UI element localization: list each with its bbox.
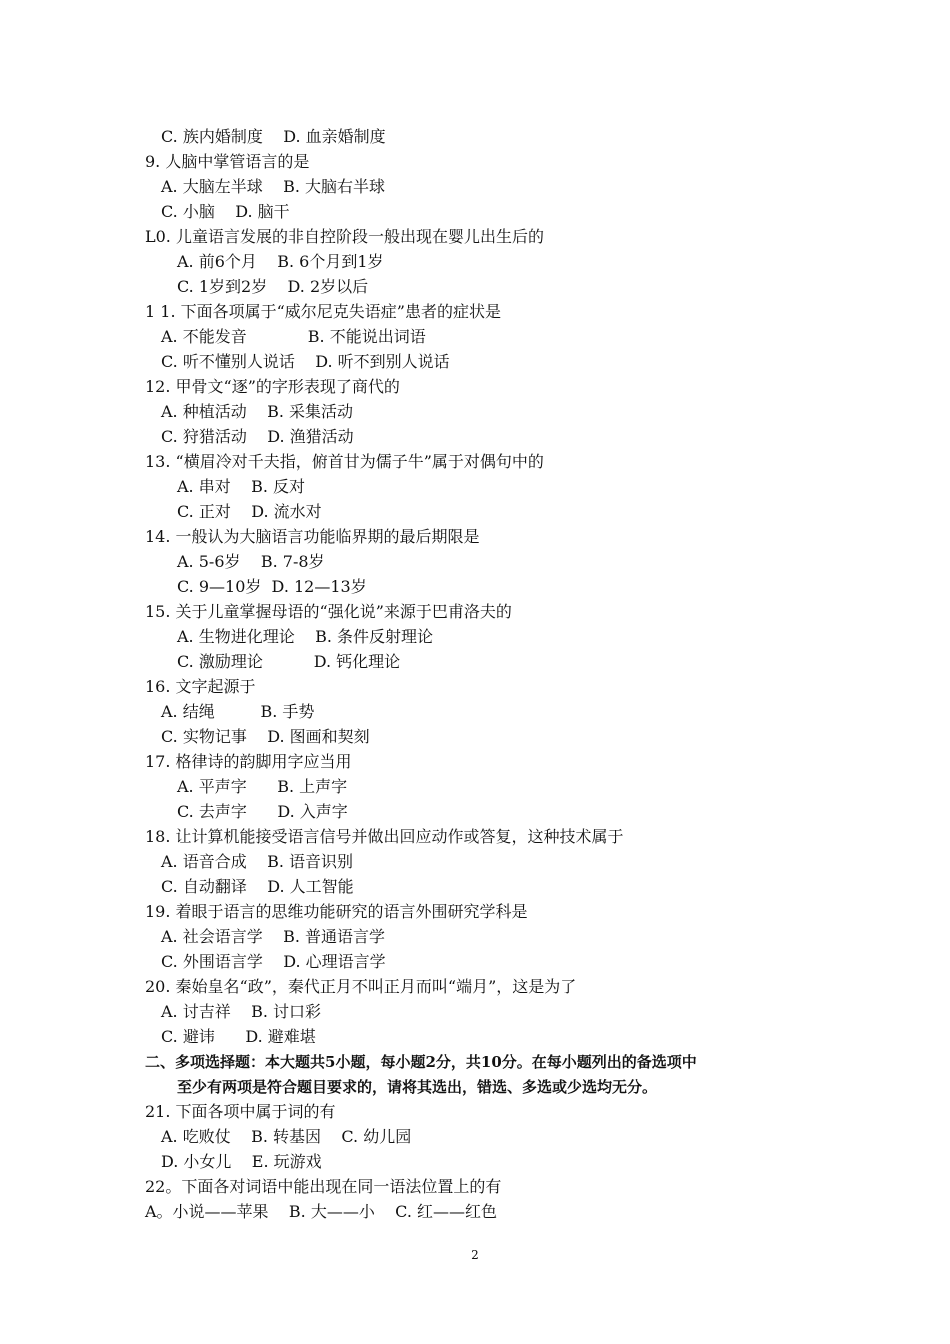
q13-stem: 13. “横眉冷对千夫指，俯首甘为儒子牛”属于对偶句中的 xyxy=(145,452,544,471)
q20-options-ab: A. 讨吉祥 B. 讨口彩 xyxy=(161,1002,322,1021)
q17-options-cd: C. 去声字 D. 入声字 xyxy=(177,802,348,821)
q19-options-cd: C. 外围语言学 D. 心理语言学 xyxy=(161,952,386,971)
q17-options-ab: A. 平声字 B. 上声字 xyxy=(177,777,348,796)
q21-options-abc: A. 吃败仗 B. 转基因 C. 幼儿园 xyxy=(161,1127,412,1146)
q8-options-cd: C. 族内婚制度 D. 血亲婚制度 xyxy=(161,127,386,146)
q17-stem: 17. 格律诗的韵脚用字应当用 xyxy=(145,752,352,771)
q22-stem: 22。下面各对词语中能出现在同一语法位置上的有 xyxy=(145,1177,502,1196)
q11-options-cd: C. 听不懂别人说话 D. 听不到别人说话 xyxy=(161,352,450,371)
q16-options-ab: A. 结绳 B. 手势 xyxy=(161,702,315,721)
q22-options-abc: A。小说——苹果 B. 大——小 C. 红——红色 xyxy=(145,1202,498,1221)
q10-stem: L0. 儿童语言发展的非自控阶段一般出现在婴儿出生后的 xyxy=(145,227,544,246)
page-number: 2 xyxy=(471,1248,479,1262)
q21-options-de: D. 小女儿 E. 玩游戏 xyxy=(161,1152,322,1171)
q9-options-ab: A. 大脑左半球 B. 大脑右半球 xyxy=(161,177,386,196)
q16-stem: 16. 文字起源于 xyxy=(145,677,256,696)
q11-stem: 1 1. 下面各项属于“威尔尼克失语症”患者的症状是 xyxy=(145,302,501,321)
q14-options-cd: C. 9—10岁 D. 12—13岁 xyxy=(177,577,367,596)
q11-options-ab: A. 不能发音 B. 不能说出词语 xyxy=(161,327,426,346)
q19-options-ab: A. 社会语言学 B. 普通语言学 xyxy=(161,927,386,946)
q14-stem: 14. 一般认为大脑语言功能临界期的最后期限是 xyxy=(145,527,480,546)
q20-options-cd: C. 避讳 D. 避难堪 xyxy=(161,1027,316,1046)
q10-options-ab: A. 前6个月 B. 6个月到1岁 xyxy=(177,252,384,271)
q19-stem: 19. 着眼于语言的思维功能研究的语言外围研究学科是 xyxy=(145,902,528,921)
q12-options-ab: A. 种植活动 B. 采集活动 xyxy=(161,402,354,421)
q13-options-cd: C. 正对 D. 流水对 xyxy=(177,502,322,521)
q18-stem: 18. 让计算机能接受语言信号并做出回应动作或答复，这种技术属于 xyxy=(145,827,624,846)
q13-options-ab: A. 串对 B. 反对 xyxy=(177,477,306,496)
q14-options-ab: A. 5-6岁 B. 7-8岁 xyxy=(177,552,325,571)
section2-heading-line2: 至少有两项是符合题目要求的，请将其选出，错选、多选或少选均无分。 xyxy=(177,1078,658,1096)
q9-options-cd: C. 小脑 D. 脑干 xyxy=(161,202,290,221)
q18-options-ab: A. 语音合成 B. 语音识别 xyxy=(161,852,354,871)
q18-options-cd: C. 自动翻译 D. 人工智能 xyxy=(161,877,354,896)
q16-options-cd: C. 实物记事 D. 图画和契刻 xyxy=(161,727,370,746)
q21-stem: 21. 下面各项中属于词的有 xyxy=(145,1102,336,1121)
q15-stem: 15. 关于儿童掌握母语的“强化说”来源于巴甫洛夫的 xyxy=(145,602,512,621)
q9-stem: 9. 人脑中掌管语言的是 xyxy=(145,152,310,171)
q12-options-cd: C. 狩猎活动 D. 渔猎活动 xyxy=(161,427,354,446)
q20-stem: 20. 秦始皇名“政”，秦代正月不叫正月而叫“端月”，这是为了 xyxy=(145,977,577,996)
q15-options-ab: A. 生物进化理论 B. 条件反射理论 xyxy=(177,627,434,646)
q10-options-cd: C. 1岁到2岁 D. 2岁以后 xyxy=(177,277,369,296)
section2-heading-line1: 二、多项选择题：本大题共5小题，每小题2分，共10分。在每小题列出的备选项中 xyxy=(145,1053,697,1071)
q15-options-cd: C. 激励理论 D. 钙化理论 xyxy=(177,652,401,671)
q12-stem: 12. 甲骨文“逐”的字形表现了商代的 xyxy=(145,377,400,396)
